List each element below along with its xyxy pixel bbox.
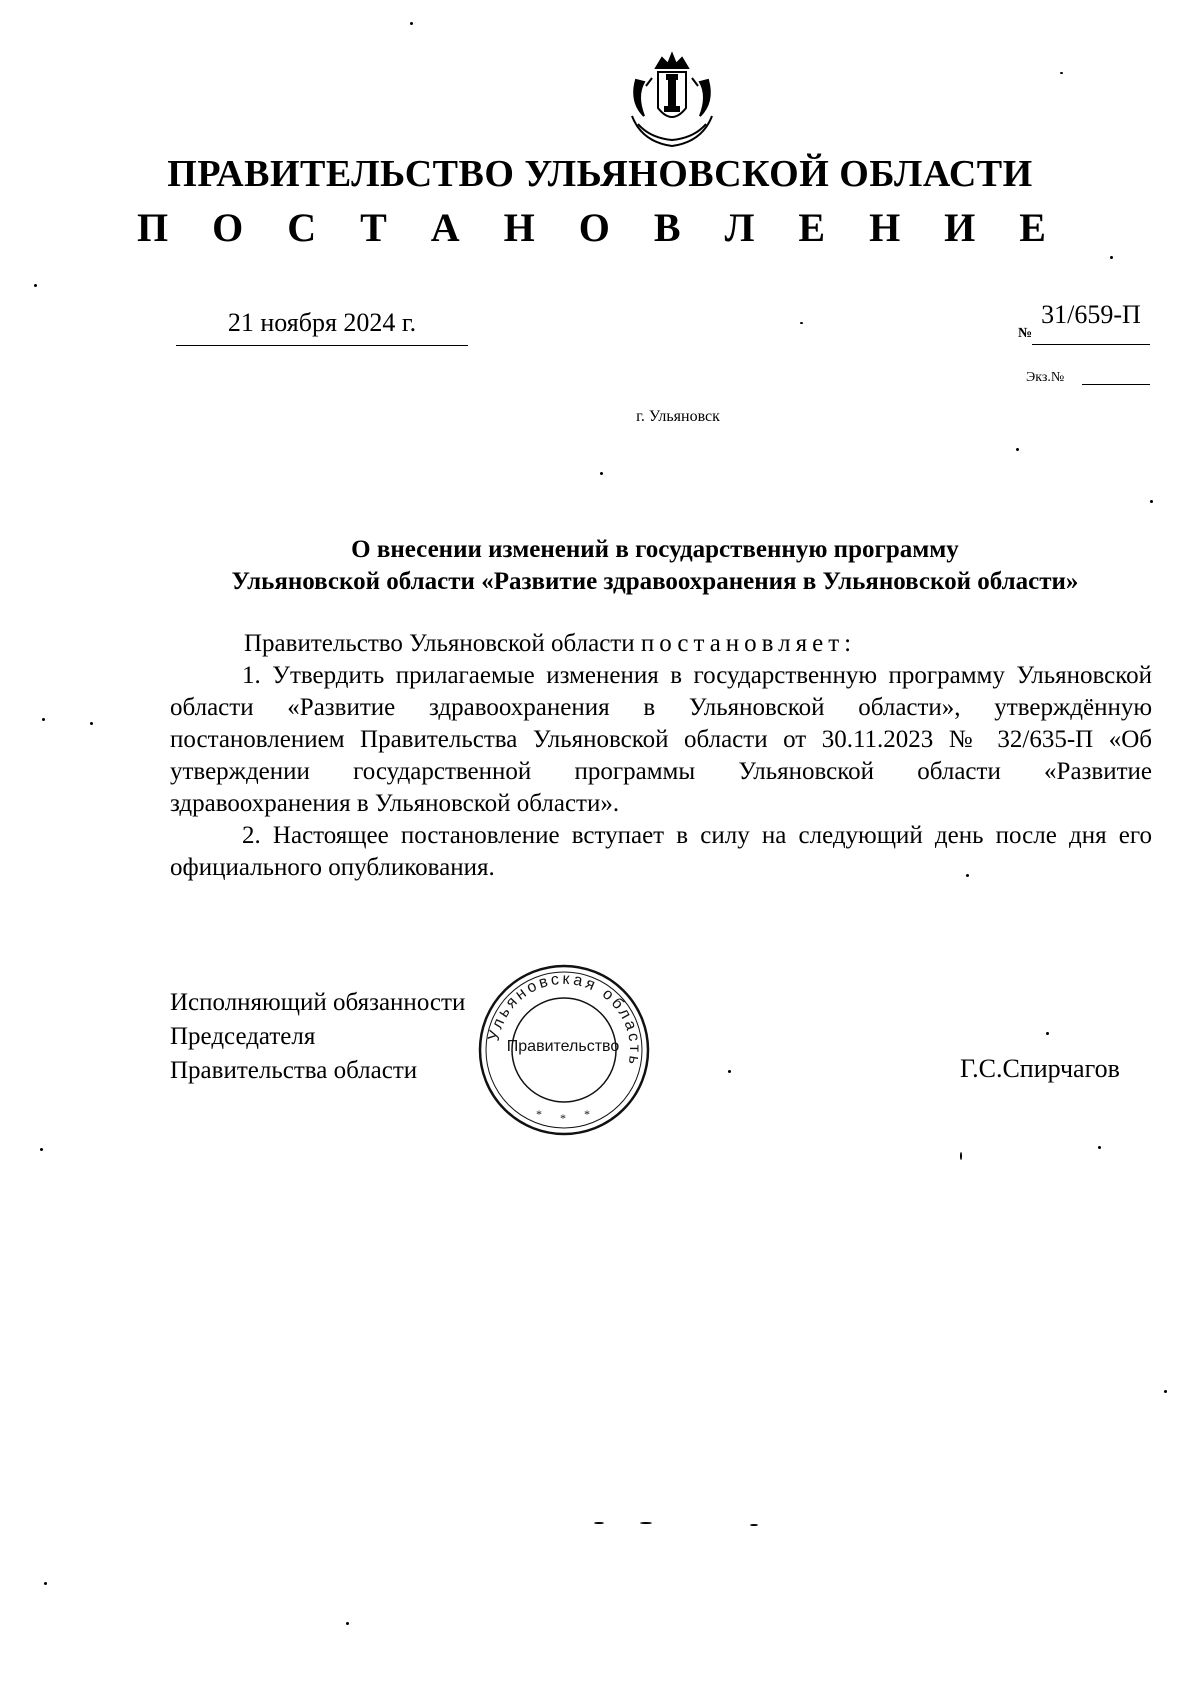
subject-line-1: О внесении изменений в государственную программу bbox=[351, 536, 959, 563]
city: г. Ульяновск bbox=[636, 408, 720, 425]
document-type-title: П О С Т А Н О В Л Е Н И Е bbox=[137, 205, 1063, 250]
scan-speck bbox=[34, 284, 37, 287]
scan-speck bbox=[1046, 1032, 1049, 1035]
scan-speck bbox=[1164, 1390, 1167, 1393]
document-date: 21 ноября 2024 г. bbox=[227, 308, 417, 337]
scan-speck bbox=[960, 1152, 962, 1160]
scan-speck bbox=[42, 718, 45, 721]
subject-line-2: Ульяновской области «Развитие здравоохранения в Ульяновской области» bbox=[231, 568, 1079, 595]
item-2: 2. Настоящее постановление вступает в силу на следующий день после дня его официального опубликования. bbox=[170, 822, 1152, 881]
scan-speck bbox=[1016, 448, 1019, 451]
government-title: ПРАВИТЕЛЬСТВО УЛЬЯНОВСКОЙ ОБЛАСТИ bbox=[167, 153, 1033, 195]
scan-speck bbox=[1150, 500, 1153, 503]
scan-speck bbox=[90, 722, 93, 725]
stamp-ring-text: Ульяновская область bbox=[485, 970, 644, 1069]
scan-speck bbox=[966, 874, 969, 877]
stamp-center-text: Правительство bbox=[506, 1038, 620, 1055]
copy-number-underline bbox=[1082, 384, 1150, 385]
date-underline bbox=[176, 345, 468, 346]
scan-speck bbox=[600, 472, 603, 475]
copy-number-label: Экз.№ bbox=[1026, 370, 1065, 385]
svg-text:*: * bbox=[584, 1107, 590, 1121]
document-body bbox=[170, 628, 1152, 884]
svg-text:*: * bbox=[536, 1107, 542, 1121]
document-number: 31/659-П bbox=[1041, 300, 1141, 329]
scan-speck bbox=[728, 1070, 731, 1073]
scan-speck bbox=[640, 1522, 652, 1524]
scan-speck bbox=[1098, 1146, 1101, 1149]
scan-speck bbox=[40, 1148, 43, 1151]
signer-position-line-3: Правительства области bbox=[170, 1057, 418, 1084]
preamble-text: Правительство Ульяновской области bbox=[244, 630, 641, 657]
scan-speck bbox=[594, 1522, 604, 1524]
scan-speck bbox=[800, 322, 803, 324]
scan-speck bbox=[1110, 256, 1113, 259]
scan-speck bbox=[346, 1622, 349, 1625]
signer-name: Г.С.Спирчагов bbox=[960, 1054, 1120, 1083]
preamble bbox=[170, 628, 1152, 660]
coat-of-arms-icon bbox=[622, 46, 722, 152]
document-subject bbox=[150, 534, 1160, 598]
scan-speck bbox=[410, 22, 413, 25]
number-sign: № bbox=[1018, 326, 1033, 341]
scan-speck bbox=[44, 1582, 47, 1585]
item-1: 1. Утвердить прилагаемые изменения в государственную программу Ульяновской области «Развитие здравоохранения в Ульяновской области», утверждённую постановлением Правительства Ульяновской области от 30.11.2023 № 32/635-П «Об утверждении государственной программы Ульяновской области «Развитие здравоохранения в Ульяновской области». bbox=[170, 662, 1152, 817]
number-underline bbox=[1032, 344, 1150, 345]
scan-speck bbox=[1060, 72, 1063, 74]
scan-speck bbox=[750, 1524, 758, 1526]
signer-position-line-1: Исполняющий обязанности bbox=[170, 989, 466, 1016]
signature-block bbox=[170, 986, 465, 1088]
svg-text:*: * bbox=[560, 1111, 566, 1125]
signer-position-line-2: Председателя bbox=[170, 1023, 316, 1050]
preamble-verb: постановляет: bbox=[640, 630, 857, 657]
